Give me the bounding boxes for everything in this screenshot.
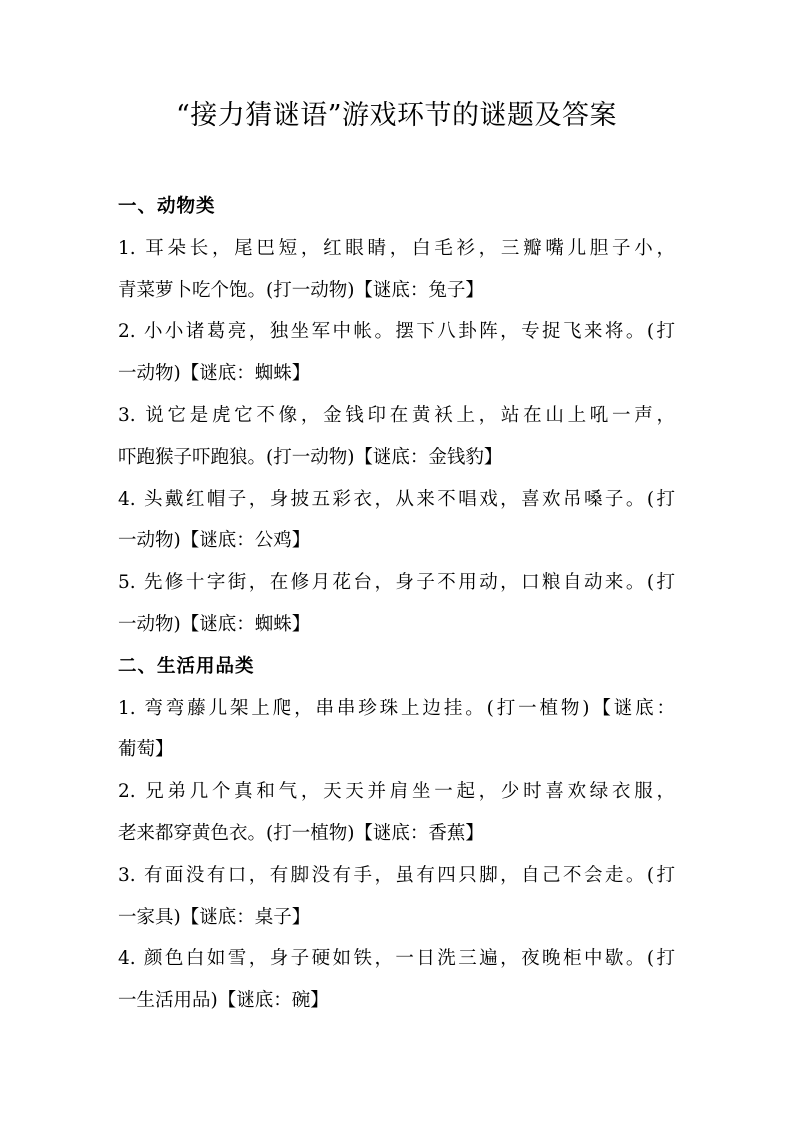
riddle-item — [118, 562, 675, 646]
riddle-line: 5. 先修十字街，在修月花台，身子不用动，口粮自动来。(打 — [118, 572, 675, 594]
section-heading-animals: 一、动物类 — [118, 196, 216, 217]
riddle-line: 3. 说它是虎它不像，金钱印在黄袄上，站在山上吼一声， — [118, 404, 675, 426]
riddle-line: 一动物)【谜底：蜘蛛】 — [118, 363, 311, 385]
riddle-line: 2. 兄弟几个真和气，天天并肩坐一起，少时喜欢绿衣服， — [118, 781, 675, 803]
riddle-line: 吓跑猴子吓跑狼。(打一动物)【谜底：金钱豹】 — [118, 446, 503, 468]
riddle-line: 一生活用品)【谜底：碗】 — [118, 990, 329, 1012]
riddle-line: 2. 小小诸葛亮，独坐军中帐。摆下八卦阵，专捉飞来将。(打 — [118, 321, 675, 343]
page-title: “接力猜谜语”游戏环节的谜题及答案 — [175, 100, 618, 131]
riddle-line: 一家具)【谜底：桌子】 — [118, 906, 311, 928]
riddle-line: 1. 弯弯藤儿架上爬，串串珍珠上边挂。(打一植物)【谜底： — [118, 697, 675, 719]
riddle-item — [118, 855, 675, 939]
riddle-line: 青菜萝卜吃个饱。(打一动物)【谜底：兔子】 — [118, 279, 484, 301]
riddle-item — [118, 311, 675, 395]
riddle-item — [118, 395, 675, 479]
document-body — [118, 186, 675, 1022]
riddle-line: 3. 有面没有口，有脚没有手，虽有四只脚，自己不会走。(打 — [118, 864, 675, 886]
riddle-line: 老来都穿黄色衣。(打一植物)【谜底：香蕉】 — [118, 822, 484, 844]
riddle-line: 葡萄】 — [118, 739, 174, 761]
riddle-line: 1. 耳朵长，尾巴短，红眼睛，白毛衫，三瓣嘴儿胆子小， — [118, 237, 675, 259]
riddle-line: 一动物)【谜底：公鸡】 — [118, 530, 311, 552]
riddle-item — [118, 688, 675, 772]
riddle-line: 一动物)【谜底：蜘蛛】 — [118, 613, 311, 635]
riddle-line: 4. 颜色白如雪，身子硬如铁，一日洗三遍，夜晚柜中歇。(打 — [118, 948, 675, 970]
riddle-item — [118, 938, 675, 1022]
riddle-item — [118, 228, 675, 312]
section-heading-daily-goods: 二、生活用品类 — [118, 655, 255, 677]
riddle-item — [118, 479, 675, 563]
riddle-item — [118, 771, 675, 855]
riddle-line: 4. 头戴红帽子，身披五彩衣，从来不唱戏，喜欢吊嗓子。(打 — [118, 488, 675, 510]
